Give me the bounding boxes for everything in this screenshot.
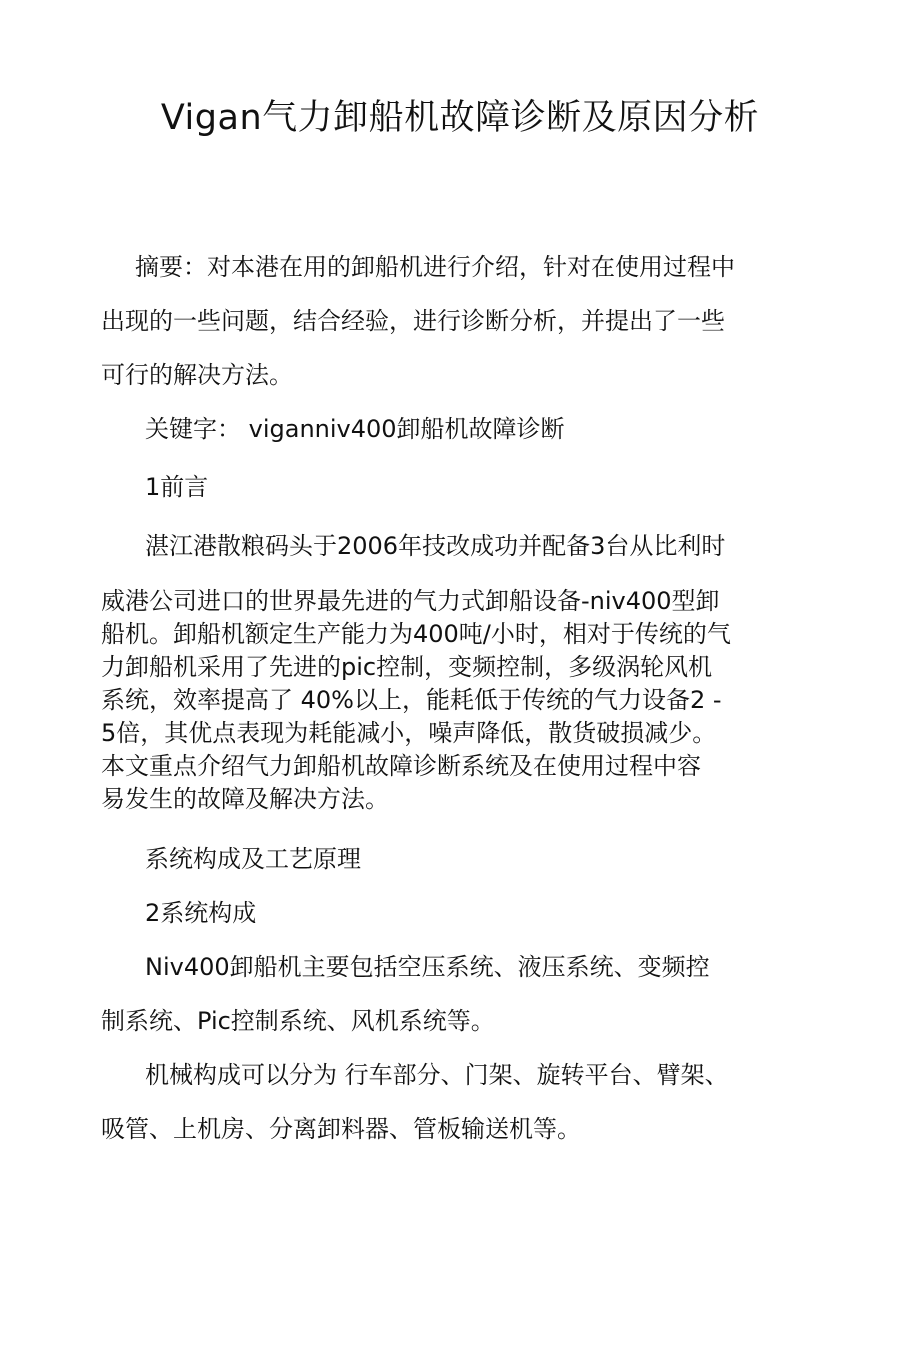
system-line-1: Niv400卸船机主要包括空压系统、液压系统、变频控	[145, 953, 710, 981]
section-2-heading	[101, 886, 791, 940]
mechanical-paragraph	[101, 1048, 791, 1156]
document-title: Vigan气力卸船机故障诊断及原因分析	[160, 98, 760, 138]
abstract-line-3: 可行的解决方法。	[101, 361, 293, 389]
keywords-text: 关键字： viganniv400卸船机故障诊断	[145, 415, 565, 443]
intro-line-1: 湛江港散粮码头于2006年技改成功并配备3台从比利时	[145, 532, 726, 560]
mechanical-line-2: 吸管、上机房、分离卸料器、管板输送机等。	[101, 1115, 581, 1143]
keywords-line	[101, 402, 791, 456]
abstract-paragraph	[101, 240, 791, 402]
system-line-2: 制系统、Pic控制系统、风机系统等。	[101, 1007, 495, 1035]
intro-line-2: 威港公司进口的世界最先进的气力式卸船设备-niv400型卸	[101, 587, 720, 615]
intro-first-line	[101, 519, 791, 573]
intro-line-6: 5倍，其优点表现为耗能减小，噪声降低，散货破损减少。	[101, 719, 717, 747]
abstract-line-2: 出现的一些问题，结合经验，进行诊断分析，并提出了一些	[101, 307, 725, 335]
intro-line-8: 易发生的故障及解决方法。	[101, 785, 389, 813]
intro-line-4: 力卸船机采用了先进的pic控制，变频控制，多级涡轮风机	[101, 653, 713, 681]
intro-line-5: 系统，效率提高了 40%以上，能耗低于传统的气力设备2 -	[101, 686, 722, 714]
intro-line-3: 船机。卸船机额定生产能力为400吨/小时，相对于传统的气	[101, 620, 731, 648]
mechanical-line-1: 机械构成可以分为 行车部分、门架、旋转平台、臂架、	[145, 1061, 729, 1089]
intro-line-7: 本文重点介绍气力卸船机故障诊断系统及在使用过程中容	[101, 752, 701, 780]
section-1-heading-text: 1前言	[145, 473, 209, 501]
abstract-line-1: 摘要：对本港在用的卸船机进行介绍，针对在使用过程中	[135, 253, 735, 281]
system-paragraph	[101, 940, 791, 1048]
section-system-heading-text: 系统构成及工艺原理	[145, 845, 361, 873]
intro-paragraph	[101, 585, 791, 816]
section-system-heading	[101, 832, 791, 886]
section-2-heading-text: 2系统构成	[145, 899, 257, 927]
section-1-heading	[101, 460, 791, 514]
